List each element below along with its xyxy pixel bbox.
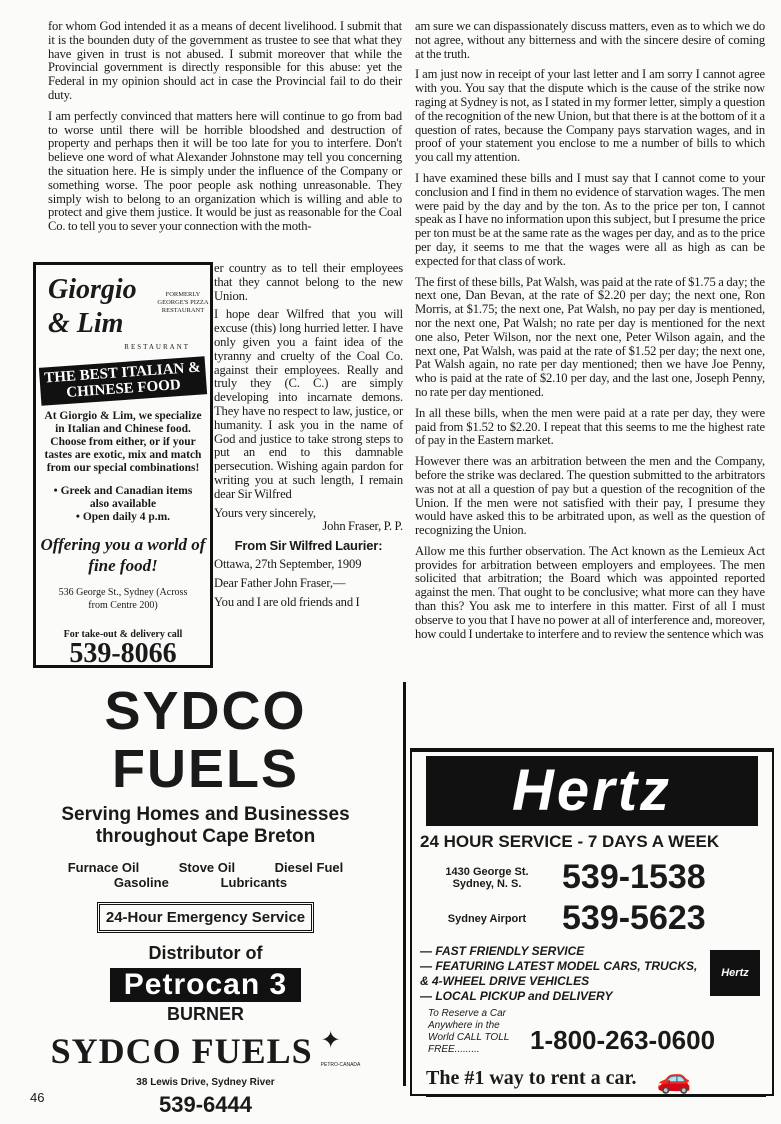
paragraph: In all these bills, when the men were paid at a rate per day, they were paid from $1.52 to $2.20. I repeat that this seems to me the highest rate of pay in the Eastern market. xyxy=(415,405,765,448)
product: Furnace Oil xyxy=(67,860,140,875)
phone-number: 539-5623 xyxy=(562,899,706,937)
location: 1430 George St. Sydney, N. S. xyxy=(445,865,529,890)
product: Stove Oil xyxy=(178,860,236,875)
page-number: 46 xyxy=(30,1090,45,1105)
hertz-ad xyxy=(410,748,774,1096)
location: Sydney Airport xyxy=(447,912,527,925)
giorgio-logo: Giorgio & Lim xyxy=(48,274,137,339)
phone-number: 539-8066 xyxy=(69,638,177,669)
closing: Yours very sincerely, xyxy=(214,505,316,520)
paragraph: I am perfectly convinced that matters here will continue to go from bad to worse until there will be horrible bloodshed and destruction of property and perhaps then it will be too late for you to interfere. Don't believe one word of what Alexander Johnstone may tell you concerning the situation here. He is simply under the influence of the Company or something worse. The poor people ask nothing unreasonable. They simply wish to belong to an organization which is willing and able to protect and give them justice. It would be just as reasonable for the Coal Co. to tell you to sever your connection with the moth- xyxy=(48,108,402,234)
paragraph: Allow me this further observation. The Act known as the Lemieux Act provides for arbitration between employers and employees. The men solicited that arbitration; the Board which was appointed reported against the men. That ought to be conclusive; what more can they have than this? You ask me to interfere in this matter. First of all I must observe to you that I have no power at all of interference and, moreover, how could I undertake to interfere and to review the sentence which was xyxy=(415,543,765,641)
best-food-banner: THE BEST ITALIAN & CHINESE FOOD xyxy=(39,356,207,405)
paragraph: er country as to tell their employees that they cannot belong to the new Union. xyxy=(214,261,403,303)
product: Diesel Fuel xyxy=(274,860,344,875)
letter-column-left-side xyxy=(214,262,403,614)
phone-number: 539-6444 xyxy=(159,1092,252,1117)
toll-free-number: 1-800-263-0600 xyxy=(530,1025,716,1055)
paragraph: I have examined these bills and I must say that I cannot come to your conclusion and I find in them no evidence of starvation wages. The men were paid by the day and by the ton. As to the price per ton, I cannot speak as I have no information upon this subject, but I presume the price per ton must be at the same rate as the wages per day, and as to the price per day, it seems to me that the wages were all as high as can be expected for that class of work. xyxy=(415,170,765,268)
letter-column-left xyxy=(48,20,402,241)
paragraph: You and I are old friends and I xyxy=(214,594,360,609)
bullet: • Open daily 4 p.m. xyxy=(75,511,171,523)
product: Lubricants xyxy=(220,875,288,890)
paragraph: I am just now in receipt of your last letter and I am sorry I cannot agree with you. You say that the dispute which is the cause of the strike now raging at Sydney is not, as I stated in my former letter, simply a question of the recognition of the new Union, but that there is at the bottom of it a question of rates, because the Company pays starvation wages, and in proof of your statement you enclose to me a number of bills to which you call my attention. xyxy=(415,67,765,165)
paragraph: for whom God intended it as a means of decent livelihood. I submit that it is the bounden duty of the government as trustee to see that what they have given in trust is not abused. I submit moreover that while the Provincial government is directly responsible for this abuse: yet the Federal in my opinion should act in case the Provincial fail to do their duty. xyxy=(48,19,402,102)
letter-column-right xyxy=(415,20,765,648)
giorgio-lim-ad xyxy=(33,262,213,668)
ad-body: At Giorgio & Lim, we specialize in Italian and Chinese food. Choose from either, or if your tastes are exotic, mix and match from our special combinations! xyxy=(44,410,202,474)
paragraph: am sure we can dispassionately discuss matters, even as to which we do not agree, without any bitterness and with the sincere desire of coming at the truth. xyxy=(415,19,765,61)
product: Gasoline xyxy=(113,875,169,890)
paragraph: I hope dear Wilfred that you will excuse (this) long hurried letter. I have only given you a faint idea of the tyranny and cruelty of the Coal Co. against their employees. Really and truly they (C. C.) are simply developing into incarnate demons. They have no respect to law, justice, or humanity. I ask you in the name of God and justice to take strong steps to put an end to this damnable persecution. Wishing again pardon for writing you at such length, I remain dear Sir Wilfred xyxy=(214,307,403,501)
petrocan-banner: Petrocan 3 xyxy=(110,968,301,1002)
hertz-logo: Hertz xyxy=(426,756,758,826)
reserve-text: To Reserve a Car Anywhere in the World CALL TOLL FREE......... xyxy=(428,1008,510,1055)
address: 536 George St., Sydney (Across from Centre 200) xyxy=(58,587,188,611)
formerly-text: FORMERLY GEORGE'S PIZZA RESTAURANT xyxy=(157,291,209,314)
tagline: Serving Homes and Businesses throughout Cape Breton xyxy=(61,804,350,847)
call-text: For take-out & delivery call xyxy=(63,629,183,640)
phone-number: 539-1538 xyxy=(562,858,706,896)
paragraph: The first of these bills, Pat Walsh, was paid at the rate of $1.75 a day; the next one, Dan Bevan, at the rate of $2.20 per day; the next one, Ron Morris, at $1.75; the next one, Pat Walsh, no pay per day is mentioned, nor the next one, Pat Walsh; no rate per day is mentioned for the next one also, Peter Wilson, nor the next one, Peter Wilson again, and the next one, Pat Walsh, was paid at the rate of $1.52 per day; the next one, Pat Walsh again, no rate per day mentioned; then we have Joe Penny, who is paid at the rate of $2.10 per day, and the last one, Joseph Penny, no rate per day mentioned. xyxy=(415,274,765,399)
car-icon: 🚗 xyxy=(656,1063,692,1094)
hertz-badge: Hertz xyxy=(710,950,760,996)
dateline: Ottawa, 27th September, 1909 xyxy=(214,556,362,571)
bullet: • Greek and Canadian items also available xyxy=(53,485,193,510)
address: 38 Lewis Drive, Sydney River xyxy=(136,1077,275,1088)
sydco-logo: SYDCO FUELS xyxy=(50,1031,313,1071)
feature: — FEATURING LATEST MODEL CARS, TRUCKS, & 4-WHEEL DRIVE VEHICLES xyxy=(420,959,698,988)
petro-canada-leaf-icon: ✦ xyxy=(320,1027,341,1054)
salutation: Dear Father John Fraser,— xyxy=(214,575,346,590)
paragraph: However there was an arbitration between the men and the Company, before the strike was declared. The question submitted to the arbitrators was not at all a question of pay but a question of the recognition of the Union. If the men were not satisfied with their pay, I presume they would have asked this to be arbitrated upon, as well as the question of recognizing the Union. xyxy=(415,454,765,538)
petro-canada-label: PETRO-CANADA xyxy=(320,1062,361,1068)
restaurant-label: RESTAURANT xyxy=(124,343,190,351)
service-hours: 24 HOUR SERVICE - 7 DAYS A WEEK xyxy=(420,832,720,851)
burner-text: BURNER xyxy=(166,1004,244,1024)
feature: — FAST FRIENDLY SERVICE xyxy=(420,944,585,958)
emergency-service: 24-Hour Emergency Service xyxy=(97,902,314,933)
feature: — LOCAL PICKUP and DELIVERY xyxy=(420,989,613,1003)
distributor-text: Distributor of xyxy=(148,943,263,963)
section-heading: From Sir Wilfred Laurier: xyxy=(234,538,383,554)
sydco-title: SYDCO FUELS xyxy=(104,681,307,799)
signature: John Fraser, P. P. xyxy=(322,519,403,534)
offer-text: Offering you a world of fine food! xyxy=(40,535,206,575)
slogan: The #1 way to rent a car. xyxy=(426,1067,637,1089)
